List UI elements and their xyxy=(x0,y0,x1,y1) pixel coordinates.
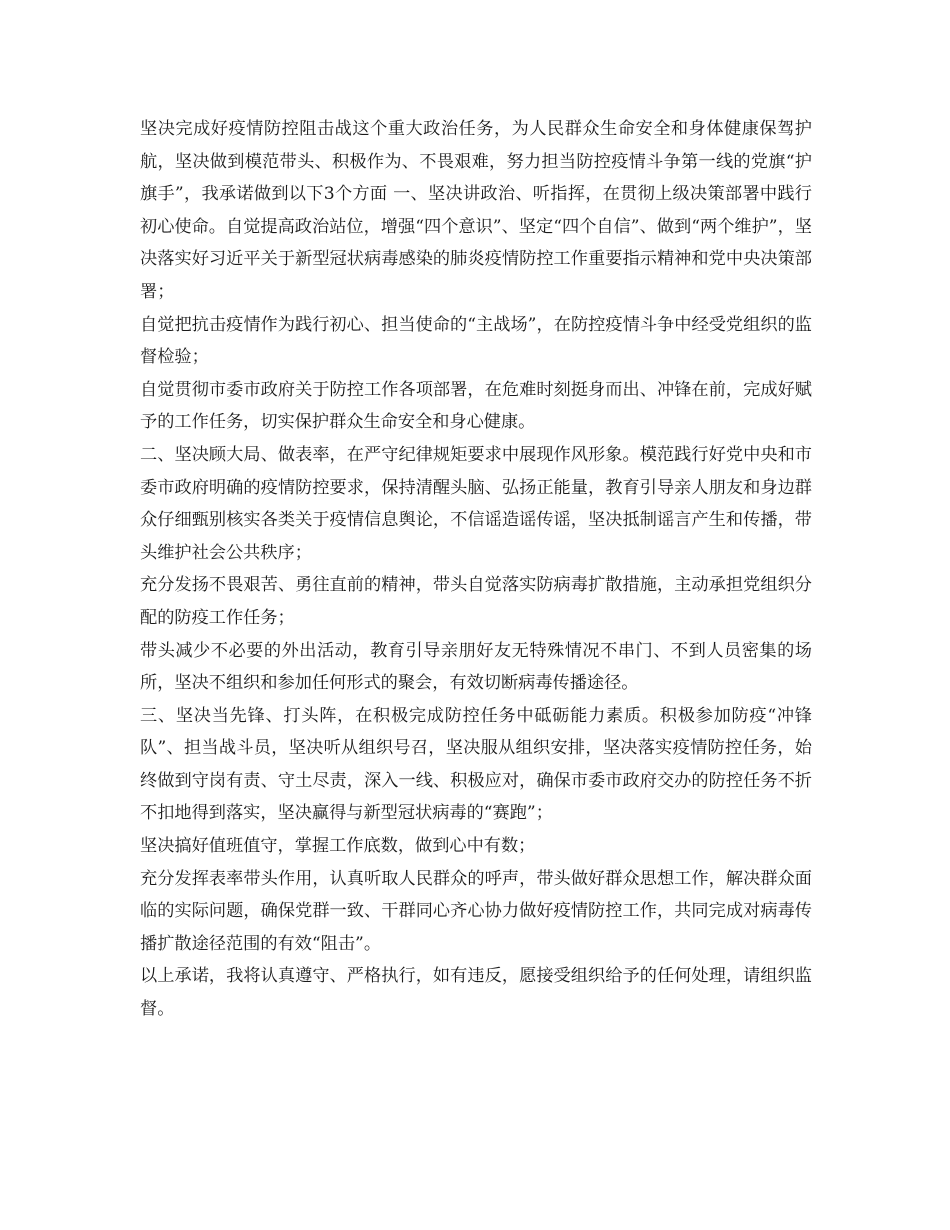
paragraph-duty-shift: 坚决搞好值班值守，掌握工作底数，做到心中有数； xyxy=(140,836,536,857)
paragraph-closing-pledge: 以上承诺，我将认真遵守、严格执行，如有违反，愿接受组织给予的任何处理，请组织监督。 xyxy=(140,966,812,1020)
paragraph-exemplary-role: 充分发挥表率带头作用，认真听取人民群众的呼声，带头做好群众思想工作，解决群众面临的实际问题，确保党群一致、干群同心齐心协力做好疫情防控工作，共同完成对病毒传播扩散途径范围的有效“阻击”。 xyxy=(140,868,812,954)
paragraph-implement-deployment: 自觉贯彻市委市政府关于防控工作各项部署，在危难时刻挺身而出、冲锋在前，完成好赋予的工作任务，切实保护群众生命安全和身心健康。 xyxy=(140,379,812,433)
paragraph-section-two: 二、坚决顾大局、做表率，在严守纪律规矩要求中展现作风形象。模范践行好党中央和市委市政府明确的疫情防控要求，保持清醒头脑、弘扬正能量，教育引导亲人朋友和身边群众仔细甄别核实各类关于疫情信息舆论，不信谣造谣传谣，坚决抵制谣言产生和传播，带头维护社会公共秩序； xyxy=(140,444,812,563)
paragraph-main-battlefield: 自觉把抗击疫情作为践行初心、担当使命的“主战场”，在防控疫情斗争中经受党组织的监督检验； xyxy=(140,314,812,368)
document-body xyxy=(140,113,812,1026)
paragraph-hardship-spirit: 充分发扬不畏艰苦、勇往直前的精神，带头自觉落实防病毒扩散措施，主动承担党组织分配的防疫工作任务； xyxy=(140,575,812,628)
paragraph-reduce-outings: 带头减少不必要的外出活动，教育引导亲朋好友无特殊情况不串门、不到人员密集的场所，坚决不组织和参加任何形式的聚会，有效切断病毒传播途径。 xyxy=(140,640,812,694)
paragraph-section-three: 三、坚决当先锋、打头阵，在积极完成防控任务中砥砺能力素质。积极参加防疫“冲锋队”、担当战斗员，坚决听从组织号召，坚决服从组织安排，坚决落实疫情防控任务，始终做到守岗有责、守土尽责，深入一线、积极应对，确保市委市政府交办的防控任务不折不扣地得到落实，坚决赢得与新型冠状病毒的“赛跑”； xyxy=(140,705,812,824)
paragraph-commitment-intro: 坚决完成好疫情防控阻击战这个重大政治任务，为人民群众生命安全和身体健康保驾护航，坚决做到模范带头、积极作为、不畏艰难，努力担当防控疫情斗争第一线的党旗“护旗手”，我承诺做到以下3个方面 一、坚决讲政治、听指挥，在贯彻上级决策部署中践行初心使命。自觉提高政治站位，增强“四个意识”、坚定“四个自信”、做到“两个维护”，坚决落实好习近平关于新型冠状病毒感染的肺炎疫情防控工作重要指示精神和党中央决策部署； xyxy=(140,119,812,302)
